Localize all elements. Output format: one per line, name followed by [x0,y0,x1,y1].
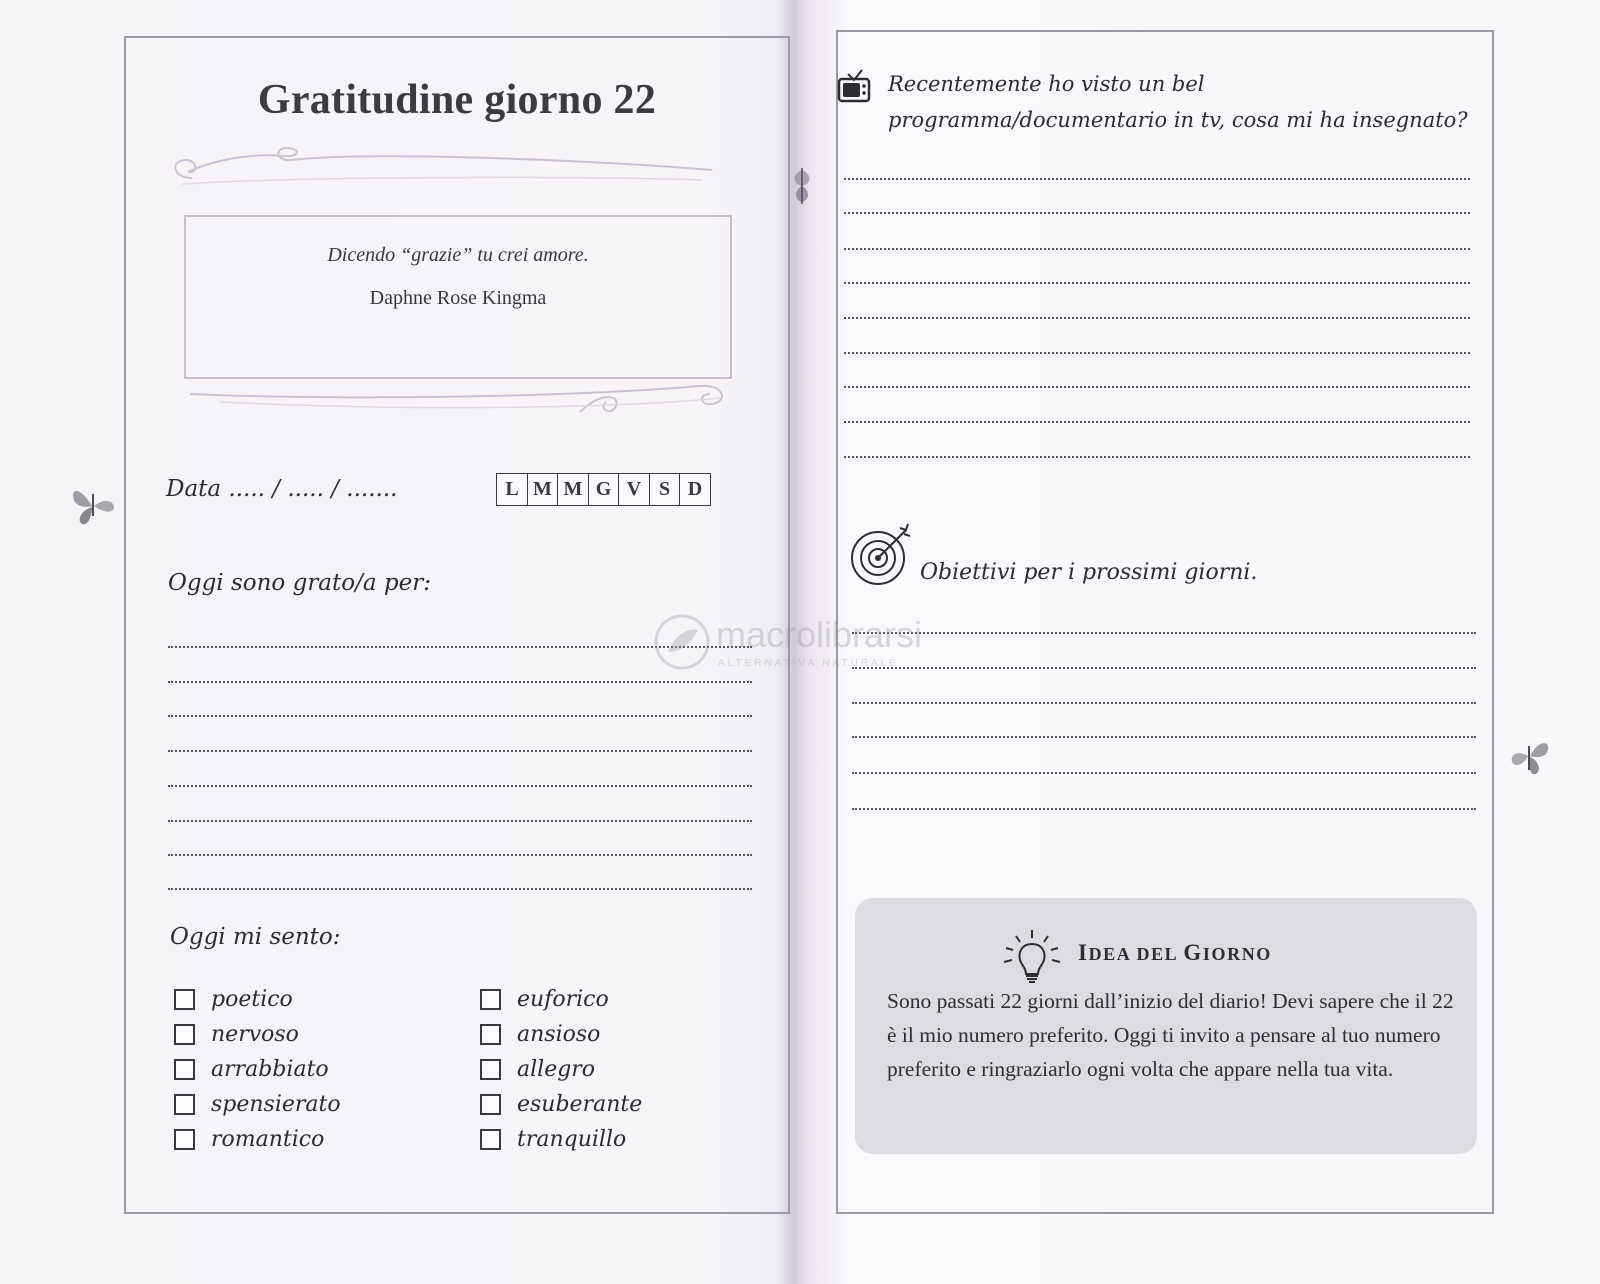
idea-text: Sono passati 22 giorni dall’inizio del diario! Devi sapere che il 22 è il mio numero preferito. Oggi ti invito a pensare al tuo numero preferito e ringraziarlo ogni volta che appare nella tua vita. [887,989,1454,1081]
feel-label: Oggi mi sento: [170,924,341,950]
checkbox[interactable] [480,1059,501,1080]
mood-label: poetico [211,986,293,1012]
checkbox[interactable] [480,1024,501,1045]
butterfly-icon [70,482,118,528]
butterfly-icon [1508,736,1552,778]
writing-line[interactable] [168,750,752,752]
watermark-brand: macrolibrarsi [716,614,923,655]
mood-label: arrabbiato [211,1056,329,1082]
writing-line[interactable] [168,646,752,648]
mood-label: tranquillo [517,1126,627,1152]
checkbox[interactable] [480,1094,501,1115]
mood-option[interactable] [174,1054,329,1084]
checkbox[interactable] [174,1129,195,1150]
mood-label: esuberante [517,1091,643,1117]
writing-line[interactable] [168,888,752,890]
watermark-tagline: ALTERNATIVA NATURALE [718,658,899,669]
mood-option[interactable] [480,984,609,1014]
writing-line[interactable] [844,212,1470,214]
checkbox[interactable] [480,989,501,1010]
weekday-box-v[interactable]: V [618,473,650,506]
weekday-box-m1[interactable]: M [527,473,559,506]
writing-line[interactable] [844,421,1470,423]
writing-line[interactable] [168,785,752,787]
grateful-label: Oggi sono grato/a per: [168,570,431,596]
weekday-box-l[interactable]: L [496,473,528,506]
writing-line[interactable] [844,456,1470,458]
quote-author: Daphne Rose Kingma [369,287,547,309]
writing-line[interactable] [844,386,1470,388]
writing-line[interactable] [844,352,1470,354]
mood-option[interactable] [174,1124,324,1154]
writing-line[interactable] [852,808,1476,810]
idea-title-rest: IORNO [1202,944,1272,964]
writing-line[interactable] [168,820,752,822]
writing-line[interactable] [852,736,1476,738]
weekday-box-d[interactable]: D [679,473,711,506]
weekday-selector [496,473,711,506]
checkbox[interactable] [174,989,195,1010]
weekday-box-m2[interactable]: M [557,473,589,506]
writing-line[interactable] [168,715,752,717]
mood-label: euforico [517,986,609,1012]
idea-title-initial: I [1078,940,1089,965]
page-title: Gratitudine giorno 22 [257,77,657,123]
writing-line[interactable] [844,178,1470,180]
checkbox[interactable] [480,1129,501,1150]
mood-option[interactable] [480,1089,642,1119]
mood-label: spensierato [211,1091,341,1117]
idea-title-initial: G [1183,940,1203,965]
goals-label: Obiettivi per i prossimi giorni. [920,560,1258,585]
idea-title-rest: DEA DEL [1088,944,1184,964]
mood-option[interactable] [174,984,293,1014]
mood-option[interactable] [174,1089,341,1119]
idea-title [1078,940,1272,966]
mood-label: nervoso [211,1021,299,1047]
checkbox[interactable] [174,1059,195,1080]
writing-line[interactable] [852,667,1476,669]
weekday-box-g[interactable]: G [588,473,620,506]
mood-label: romantico [211,1126,325,1152]
writing-line[interactable] [844,282,1470,284]
checkbox[interactable] [174,1094,195,1115]
writing-line[interactable] [852,772,1476,774]
mood-option[interactable] [480,1019,600,1049]
mood-option[interactable] [174,1019,299,1049]
date-field-label: Data ..... / ..... / ....... [166,476,398,502]
checkbox[interactable] [174,1024,195,1045]
butterfly-icon [790,164,814,206]
mood-label: ansioso [517,1021,601,1047]
writing-line[interactable] [852,632,1476,634]
writing-line[interactable] [844,248,1470,250]
weekday-box-s[interactable]: S [649,473,681,506]
writing-line[interactable] [168,854,752,856]
mood-option[interactable] [480,1054,595,1084]
writing-line[interactable] [852,702,1476,704]
tv-question: Recentemente ho visto un bel programma/documentario in tv, cosa mi ha insegnato? [888,72,1468,132]
mood-label: allegro [517,1056,596,1082]
writing-line[interactable] [168,681,752,683]
quote-text: Dicendo “grazie” tu crei amore. [327,244,589,266]
writing-line[interactable] [844,317,1470,319]
mood-option[interactable] [480,1124,626,1154]
